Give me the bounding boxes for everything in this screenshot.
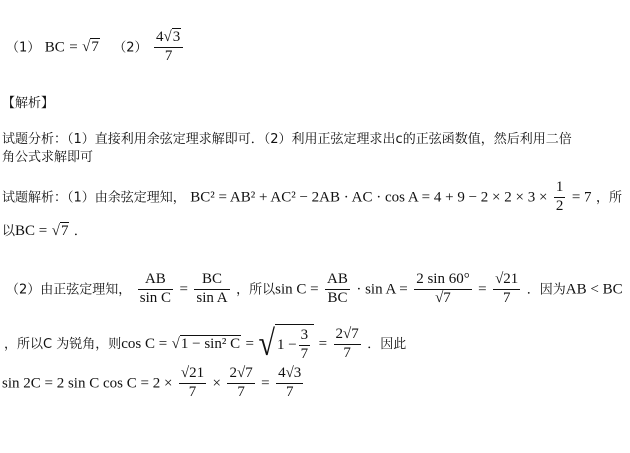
solution-line-2: [2, 220, 87, 240]
solution-part1-label: （1）由余弦定理知，: [67, 190, 186, 206]
analysis-line-1: [2, 128, 572, 147]
sqrt-one-minus-sin2c: √1 − sin² C: [171, 336, 241, 352]
answer-eq: =: [69, 39, 78, 56]
frac-sqrt21-b: $\frac{√21}{7}$: [180, 365, 205, 400]
analysis-line-2: 角公式求解即可: [2, 150, 94, 165]
solution-line2-prefix: 以: [2, 224, 16, 239]
answer-part1-label: （1）: [6, 40, 41, 56]
solution-sqrt7: √7: [51, 223, 69, 239]
sinc-label: sin C =: [275, 281, 319, 298]
frac-2sin60: $\frac{2 \sin 60^\circ}{√7}$: [416, 271, 470, 306]
solution-line-1: [2, 180, 622, 215]
cosc-label: cos C =: [121, 336, 168, 352]
answer-bc: BC: [44, 39, 65, 56]
sina-label: · sin A =: [356, 281, 408, 298]
frac-bc-sina: $\frac{BC}{\text{sin A}}$: [196, 271, 228, 306]
half-fraction: $\frac{1}{2}$: [555, 179, 564, 214]
solution-line2-math: BC =: [15, 223, 48, 239]
answer-sqrt7: √7: [82, 39, 99, 56]
inequality: AB < BC: [565, 281, 623, 298]
analysis-text-1: （1）直接利用余弦定理求解即可．（2）利用正弦定理求出c的正弦函数值，然后利用二倍: [67, 132, 572, 147]
part2-label: （2）由正弦定理知，: [6, 282, 132, 298]
analysis-label: 试题分析：: [2, 132, 68, 147]
part4-line: sin 2C = 2 sin C cos C = 2 × $\frac{√21}{7}$ × $\frac{2√7}{7}$ = $\frac{4√3}{7}$: [2, 365, 302, 400]
frac-sqrt21: $\frac{√21}{7}$: [495, 271, 519, 306]
solution-label: 试题解析：: [2, 190, 68, 206]
jiexi-label: 【解析】: [2, 96, 55, 111]
solution-tail: ，所: [596, 190, 623, 206]
sqrt-one-minus-fraction: √ 1 − $\frac{3}{7}$: [258, 324, 314, 364]
frac-4sqrt3: $\frac{4√3}{7}$: [278, 365, 302, 400]
answer-fraction: $\frac{4√3}{7}$: [154, 30, 183, 65]
part2-because: ．因为: [526, 282, 566, 298]
part3-end: ．因此: [367, 337, 407, 352]
cosine-law-expression: BC² = AB² + AC² − 2AB · AC · cos A = 4 + 9 − 2 × 2 × 3 ×: [190, 189, 548, 206]
frac-ab-bc: $\frac{AB}{BC}$: [327, 271, 348, 306]
result-seven: = 7: [571, 189, 592, 206]
part2-line: （2）由正弦定理知， $\frac{AB}{\text{sin C}}$ = $\frac{BC}{\text{sin A}}$ ，所以sin C = $\frac{AB}{BC}$ · sin A = $\frac{2 \sin 60^\circ}{√7}$ = $\frac{√21}{7}$ ．因为AB < BC: [6, 271, 623, 306]
part3-prefix: ，所以C 为锐角，则: [4, 337, 122, 352]
frac-2sqrt7-b: $\frac{2√7}{7}$: [229, 365, 253, 400]
part3-line: ，所以C 为锐角，则cos C = √1 − sin² C = √ 1 − $\frac{3}{7}$ = $\frac{2√7}{7}$ ．因此: [4, 323, 407, 364]
sin2c-expression: sin 2C = 2 sin C cos C = 2 ×: [2, 375, 173, 392]
frac-ab-sinc: $\frac{AB}{\text{sin C}}$: [139, 271, 171, 306]
part2-mid: ，所以: [236, 282, 276, 298]
frac-2sqrt7: $\frac{2√7}{7}$: [335, 325, 359, 361]
solution-line2-end: ．: [73, 224, 87, 239]
answer-part2-label: （2）: [113, 40, 148, 56]
answer-line: [6, 30, 185, 65]
